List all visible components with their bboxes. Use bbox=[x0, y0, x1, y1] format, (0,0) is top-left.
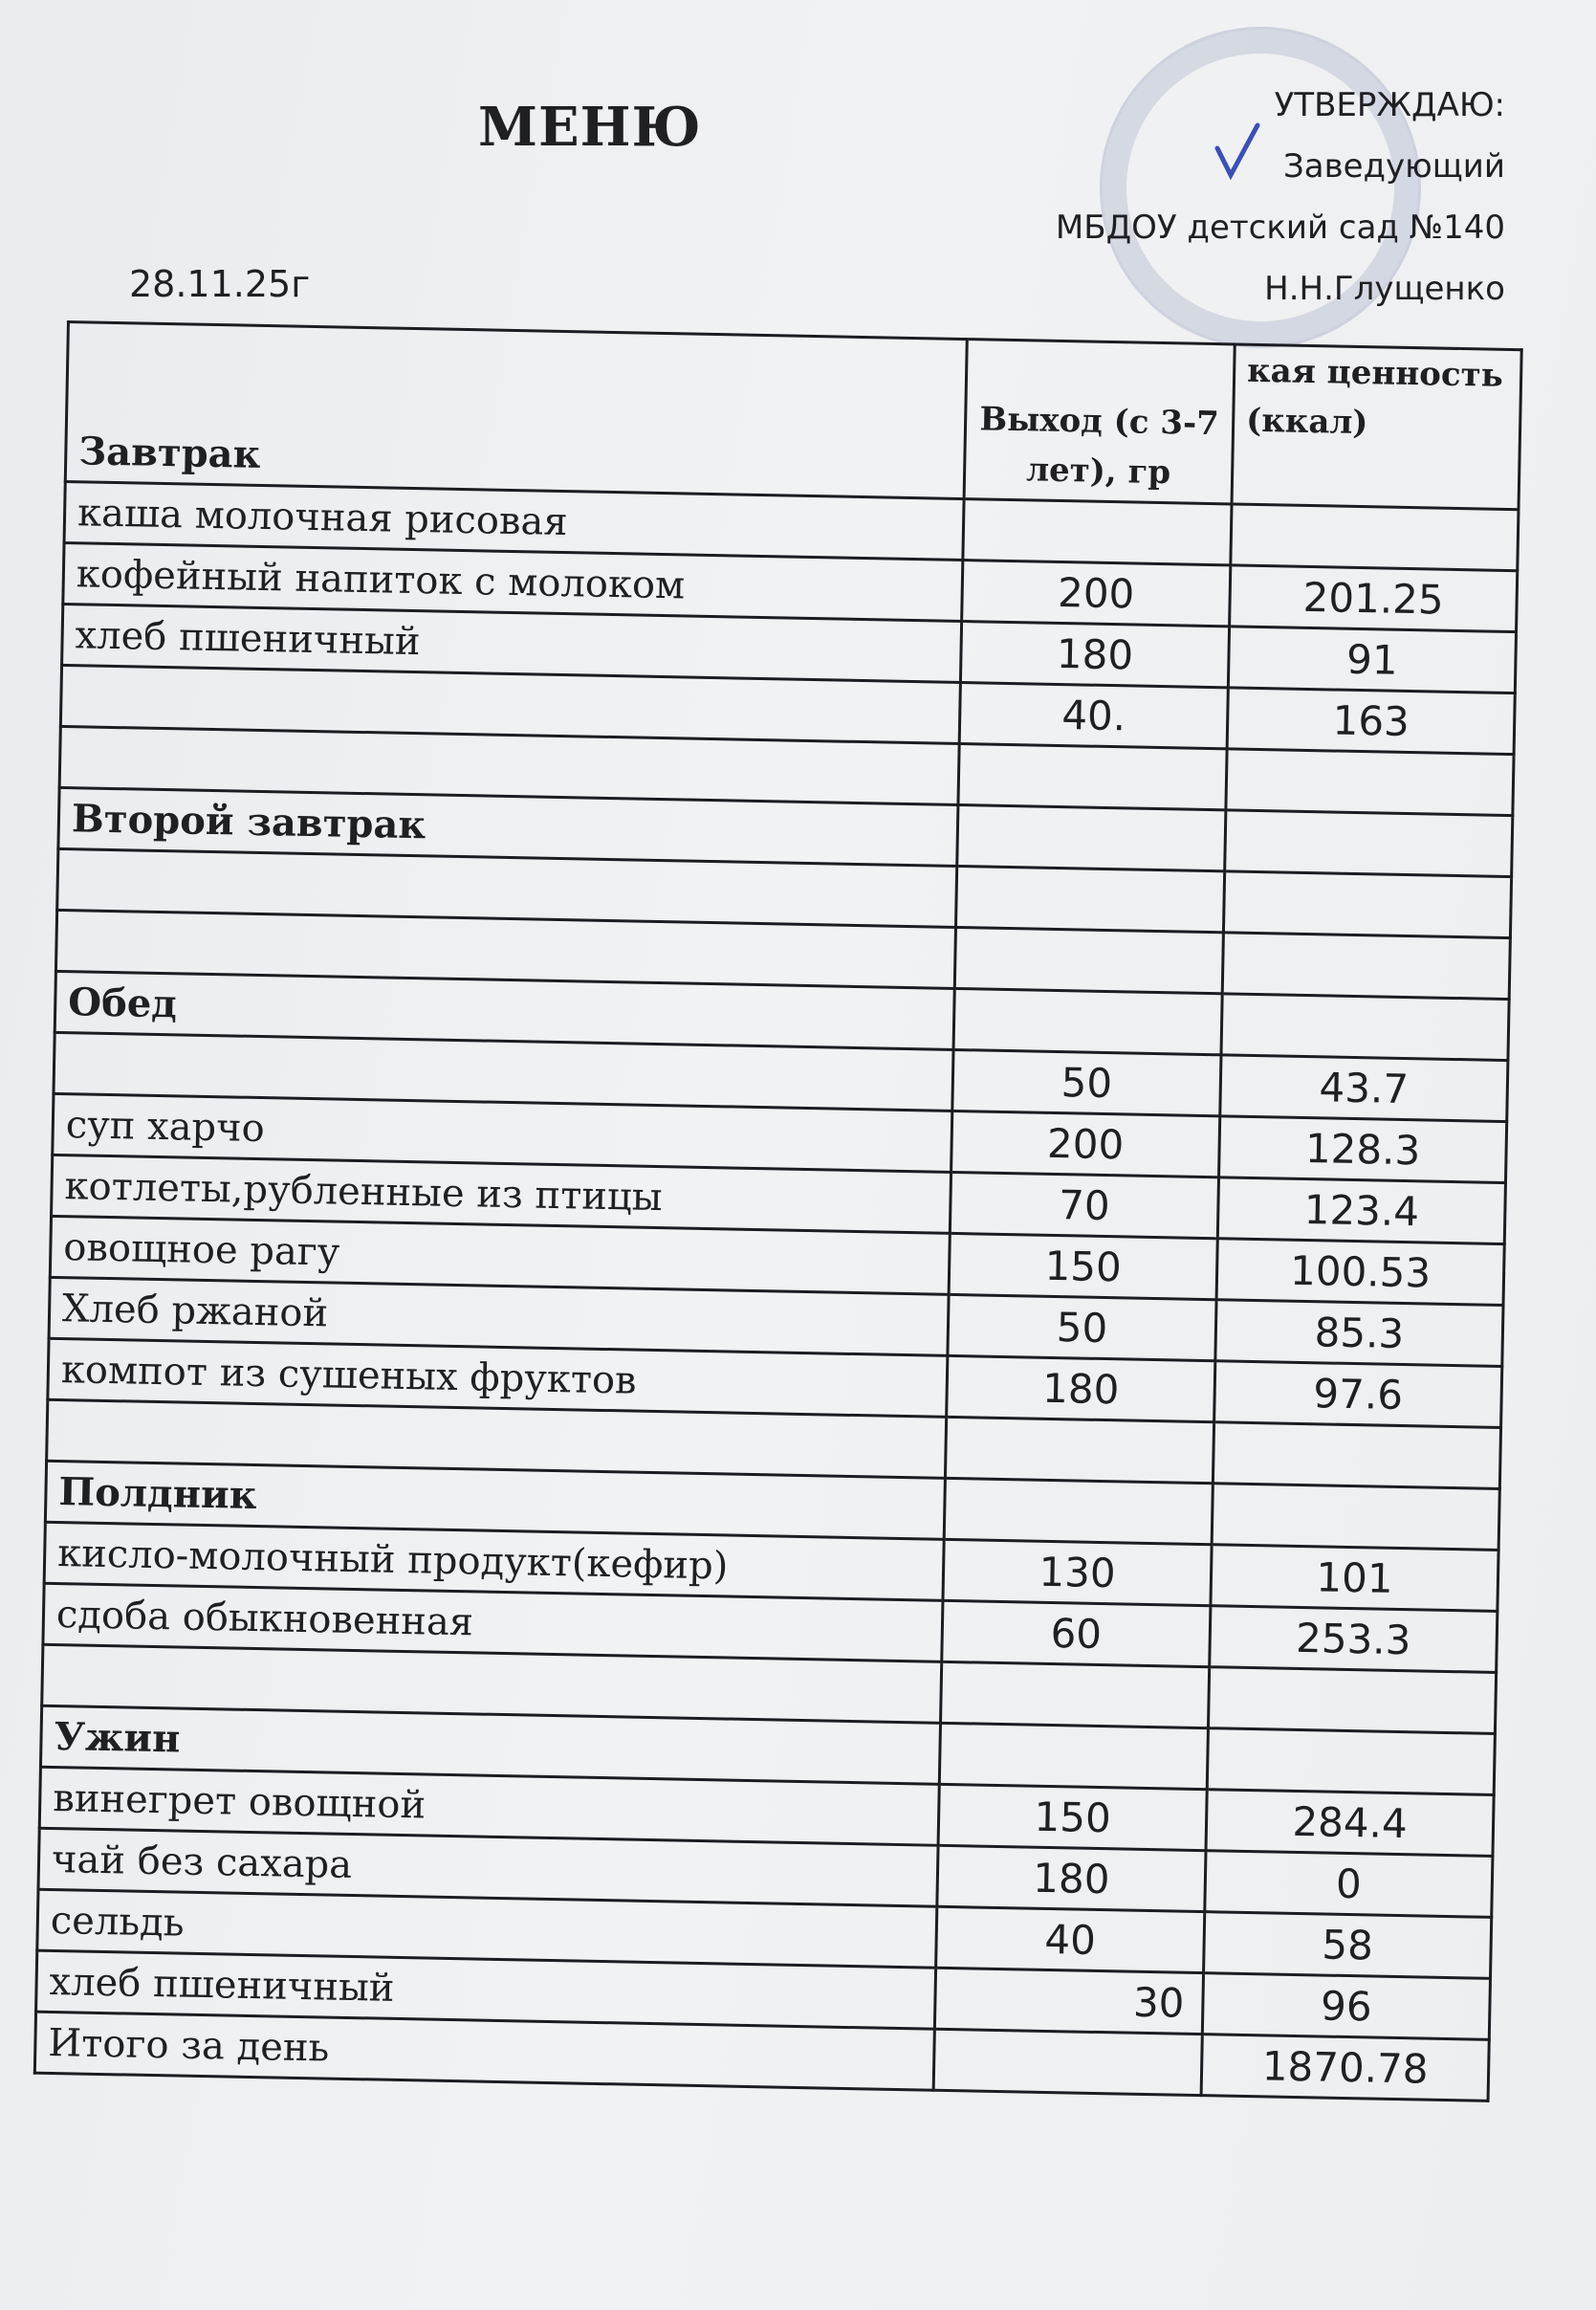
dish-energy: 85.3 bbox=[1215, 1300, 1503, 1367]
dish-name: суп харчо bbox=[53, 1093, 952, 1172]
dish-output: 40 bbox=[936, 1906, 1205, 1972]
dish-output: 40. bbox=[959, 683, 1228, 749]
dish-energy: 100.53 bbox=[1216, 1239, 1504, 1306]
dish-output: 180 bbox=[960, 622, 1229, 688]
page-title: МЕНЮ bbox=[478, 96, 702, 159]
table-header-row bbox=[65, 322, 1521, 510]
column-header-energy: кая ценность (ккал) bbox=[1232, 344, 1521, 510]
dish-name: чай без сахара bbox=[38, 1828, 938, 1906]
dish-name: каша молочная рисовая bbox=[64, 481, 964, 560]
section-snack-title: Полдник bbox=[45, 1461, 945, 1539]
dish-name: Хлеб ржаной bbox=[49, 1277, 949, 1355]
dish-energy: 123.4 bbox=[1217, 1177, 1505, 1244]
section-lunch-title: Обед bbox=[55, 971, 954, 1049]
dish-output: 30 bbox=[934, 1968, 1203, 2034]
section-breakfast-title: Завтрак bbox=[65, 322, 967, 499]
dish-output: 180 bbox=[947, 1355, 1215, 1421]
dish-energy: 284.4 bbox=[1206, 1790, 1494, 1857]
dish-energy: 201.25 bbox=[1230, 565, 1518, 632]
dish-name: сельдь bbox=[37, 1889, 937, 1968]
dish-name: кисло-молочный продукт(кефир) bbox=[44, 1522, 944, 1600]
approval-name: Н.Н.Глущенко bbox=[1264, 270, 1505, 308]
dish-name: хлеб пшеничный bbox=[36, 1950, 936, 2029]
total-energy: 1870.78 bbox=[1201, 2035, 1489, 2101]
dish-output: 130 bbox=[943, 1539, 1212, 1605]
approval-block bbox=[1056, 75, 1505, 319]
dish-output: 150 bbox=[938, 1784, 1207, 1850]
dish-energy: 58 bbox=[1204, 1912, 1492, 1979]
approval-organization: МБДОУ детский сад №140 bbox=[1055, 209, 1505, 247]
menu-date: 28.11.25г bbox=[129, 263, 311, 305]
approval-line: УТВЕРЖДАЮ: bbox=[1274, 86, 1505, 124]
column-header-output: Выход (с 3-7 лет), гр bbox=[964, 340, 1235, 504]
approval-position: Заведующий bbox=[1282, 147, 1505, 186]
dish-name: винегрет овощной bbox=[39, 1767, 939, 1845]
dish-output: 70 bbox=[950, 1172, 1218, 1238]
dish-output: 200 bbox=[962, 561, 1231, 627]
section-dinner-title: Ужин bbox=[40, 1705, 940, 1784]
dish-name: овощное рагу bbox=[50, 1216, 950, 1294]
total-label: Итого за день bbox=[34, 2012, 934, 2090]
dish-output: 200 bbox=[951, 1111, 1220, 1177]
dish-energy: 43.7 bbox=[1220, 1055, 1508, 1122]
dish-output: 150 bbox=[949, 1233, 1217, 1299]
dish-energy: 101 bbox=[1211, 1545, 1498, 1612]
dish-energy: 163 bbox=[1227, 688, 1515, 755]
dish-energy: 96 bbox=[1202, 1973, 1490, 2040]
dish-name: компот из сушеных фруктов bbox=[48, 1338, 948, 1417]
dish-output: 50 bbox=[952, 1049, 1221, 1115]
section-second-breakfast-title: Второй завтрак bbox=[58, 787, 958, 866]
dish-energy: 0 bbox=[1205, 1851, 1493, 1918]
dish-name: хлеб пшеничный bbox=[62, 604, 962, 682]
dish-name: кофейный напиток с молоком bbox=[63, 542, 963, 621]
dish-energy: 253.3 bbox=[1210, 1606, 1498, 1673]
dish-output: 50 bbox=[948, 1294, 1216, 1360]
dish-energy: 91 bbox=[1228, 627, 1516, 693]
dish-energy: 128.3 bbox=[1219, 1116, 1507, 1183]
dish-name: сдоба обыкновенная bbox=[43, 1583, 943, 1661]
menu-table bbox=[30, 320, 1519, 2271]
dish-energy: 97.6 bbox=[1214, 1361, 1502, 1428]
dish-name: котлеты,рубленные из птицы bbox=[52, 1155, 951, 1233]
dish-output: 60 bbox=[942, 1600, 1211, 1666]
dish-output: 180 bbox=[937, 1845, 1206, 1911]
